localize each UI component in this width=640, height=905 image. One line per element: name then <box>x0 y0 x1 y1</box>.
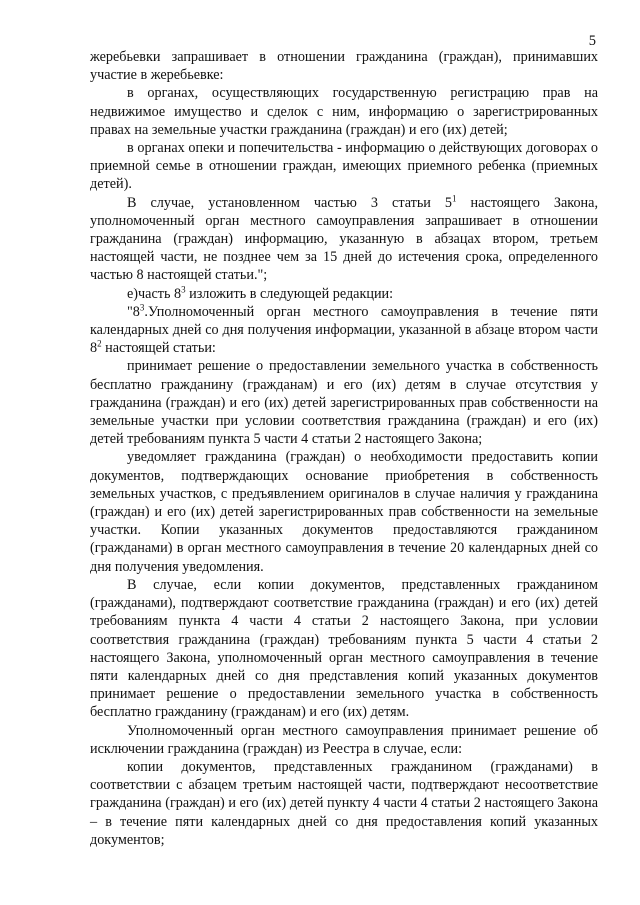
paragraph-text: "8 <box>127 303 140 320</box>
paragraph-part-8-3 <box>90 303 598 358</box>
paragraph-registration-request: в органах, осуществляющих государственную регистрацию прав на недвижимое имущество и сделок с ним, информацию о зарегистрированных правах на земельные участки гражданина (граждан) и его (их) детей; <box>90 85 598 138</box>
paragraph-guardianship-request: в органах опеки и попечительства - информацию о действующих договорах о приемной семье в отношении граждан, имеющих приемного ребенка (приемных детей). <box>90 140 598 193</box>
document-body <box>90 48 598 849</box>
paragraph-amendment-intro <box>90 285 598 303</box>
paragraph-text: В случае, установленном частью 3 статьи 5 <box>127 194 453 211</box>
paragraph-notify-citizen: уведомляет гражданина (граждан) о необходимости предоставить копии документов, подтверждающих основание приобретения в собственность земельных участков, с предъявлением оригиналов в случае наличия у гражданина (граждан) и его (их) детей зарегистрированных прав собственности на земельные участки. Копии указанных документов предоставляются гражданином (гражданами) в орган местного самоуправления в течение 20 календарных дней со дня получения уведомления. <box>90 449 598 575</box>
paragraph-text: настоящего Закона, уполномоченный орган местного самоуправления запрашивает в отношении гражданина (граждан) информацию, указанную в абзацах втором, третьем настоящей части, не позднее чем за 15 дней до истечения срока, определенного частью 8 настоящей статьи."; <box>90 194 598 284</box>
superscript: 3 <box>139 302 145 313</box>
paragraph-text: е)часть 8 <box>127 285 182 302</box>
paragraph-copies-confirm: В случае, если копии документов, представленных гражданином (гражданами), подтверждают соответствие гражданина (граждан) и его (их) детей требованиям пункта 4 части 4 статьи 2 настоящего Закона, при условии соответствия гражданина (граждан) требованиям пункта 5 части 4 статьи 2 настоящего Закона, уполномоченный орган местного самоуправления в течение пяти календарных дней со дня представления копий указанных документов принимает решение о предоставлении земельного участка в собственность бесплатно гражданину (гражданам) и его (их) детям. <box>90 576 598 721</box>
page-number: 5 <box>588 33 596 49</box>
superscript: 1 <box>452 192 457 203</box>
paragraph-exclusion-decision: Уполномоченный орган местного самоуправления принимает решение об исключении гражданина (граждан) из Реестра в случае, если: <box>90 722 598 757</box>
paragraph-text: .Уполномоченный орган местного самоуправления в течение пяти календарных дней со дня получения информации, указанной в абзаце втором части 8 <box>90 303 598 357</box>
paragraph-text: изложить в следующей редакции: <box>185 285 394 302</box>
superscript: 2 <box>97 338 102 349</box>
paragraph-text: настоящей статьи: <box>101 340 216 357</box>
paragraph-case-article-5 <box>90 194 598 285</box>
paragraph-continuation: жеребьевки запрашивает в отношении гражданина (граждан), принимавших участие в жеребьевке: <box>90 49 598 84</box>
paragraph-copies-nonconformity: копии документов, представленных гражданином (гражданами) в соответствии с абзацем третьим настоящей части, подтверждают несоответствие гражданина (граждан) и его (их) детей пункту 4 части 4 статьи 2 настоящего Закона – в течение пяти календарных дней со дня предоставления копий указанных документов; <box>90 758 598 848</box>
paragraph-decision-grant: принимает решение о предоставлении земельного участка в собственность бесплатно гражданину (гражданам) и его (их) детям в случае отсутствия у гражданина (граждан) и его (их) детей зарегистрированных прав собственности на земельные участки при условии соответствия гражданина (граждан) и его (их) детей требованиям пункта 5 части 4 статьи 2 настоящего Закона; <box>90 358 598 448</box>
superscript: 3 <box>181 283 186 294</box>
